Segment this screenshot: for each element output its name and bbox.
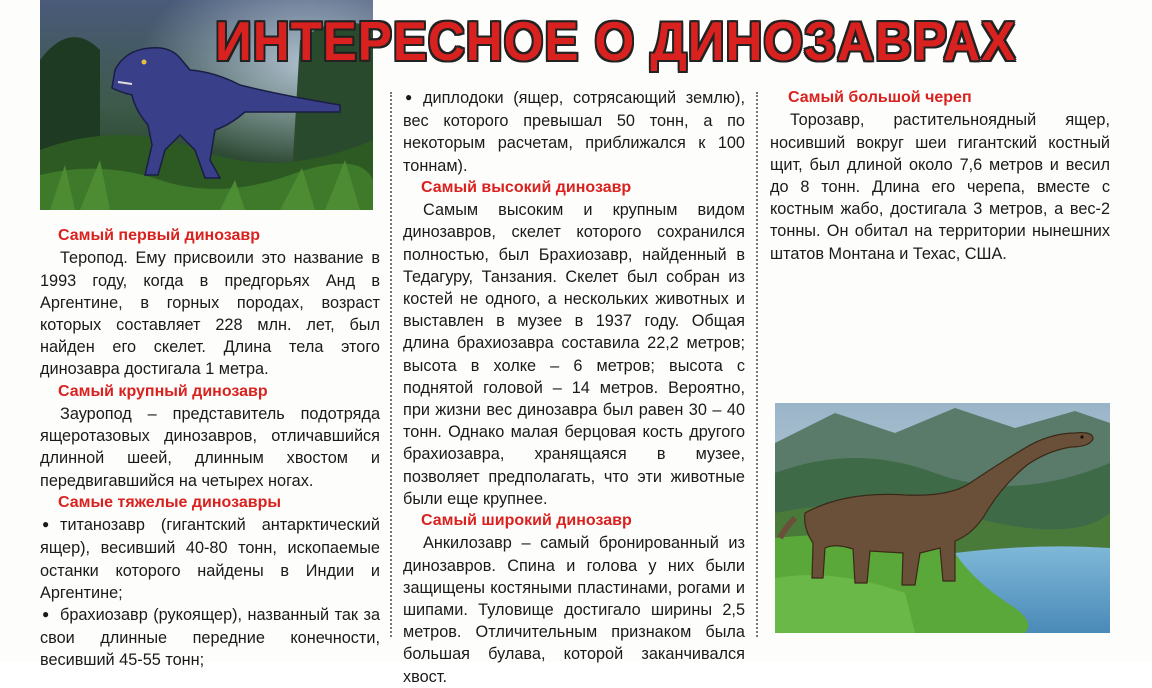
section-text-skull: Торозавр, растительноядный ящер, носивший вокруг шеи гигантский костный щит, был длиной около 7,6 метров и весил до 8 тонн. Длина его черепа, вместе с костным жабо, достигала 3 метров, а вес-2 тонны. Он обитал на территории нынешних штатов Монтана и Техас, США. — [770, 111, 1110, 263]
section-heading-first: Самый первый динозавр — [58, 227, 261, 244]
section-text-widest: Анкилозавр – самый бронированный из динозавров. Спина и голова у них были защищены костяными пластинами, рогами и шипами. Туловище достигало ширины 2,5 метров. Отличительным признаком была большая булава, которой заканчивался хвост. — [403, 534, 745, 686]
bullet-icon — [403, 87, 423, 110]
section-heading-tallest: Самый высокий динозавр — [421, 178, 632, 196]
section-text-first: Теропод. Ему присвоили это название в 1993 году, когда в предгорьях Анд в Аргентине, в горных породах, возраст которых составляет 228 млн. лет, был найден его скелет. Длина тела этого динозавра достигала 1 метра. — [40, 249, 380, 379]
list-item: ●брахиозавр (рукоящер), названный так за свои длинные передние конечности, весивший 45-55 тонн; — [40, 604, 380, 672]
bullet-icon — [40, 604, 60, 627]
column-divider-left — [390, 92, 392, 637]
brachiosaurus-illustration — [775, 403, 1110, 633]
section-heading-skull: Самый большой череп — [788, 89, 972, 106]
column-left — [40, 225, 380, 672]
column-middle — [403, 87, 745, 688]
column-right — [770, 87, 1110, 265]
section-text-tallest: Самым высоким и крупным видом динозавров, скелет которого сохранился полностью, был Брахиозавр, найденный в Тедагуру, Танзания. Скелет был собран из костей не одного, а нескольких животных и выставлен в музее в 1937 году. Общая длина брахиозавра составила 22,2 метров; высота в холке – 6 метров; высота с поднятой головой – 14 метров. Вероятно, при жизни вес динозавра был равен 30 – 40 тонн. Однако малая берцовая кость другого брахиозавра, хранящаяся в музее, позволяет предполагать, что эти животные были еще крупнее. — [403, 201, 745, 508]
section-text-large: Зауропод – представитель подотряда ящеротазовых динозавров, отличавшийся длинной шеей, длинным хвостом и передвигавшийся на четырех ногах. — [40, 405, 380, 490]
brachiosaurus-photo — [775, 403, 1110, 633]
bullet-icon — [40, 514, 60, 537]
section-heading-large: Самый крупный динозавр — [58, 382, 268, 400]
section-heading-widest: Самый широкий динозавр — [421, 512, 632, 530]
section-heading-heaviest: Самые тяжелые динозавры — [58, 493, 281, 511]
list-item: ●диплодоки (ящер, сотрясающий землю), вес которого превышал 50 тонн, а по некоторым расчетам, приближался к 100 тоннам). — [403, 87, 745, 177]
list-item: ●титанозавр (гигантский антарктический ящер), весивший 40-80 тонн, ископаемые останки которого найдены в Индии и Аргентине; — [40, 514, 380, 604]
page-title: ИНТЕРЕСНОЕ О ДИНОЗАВРАХ — [215, 10, 1017, 72]
column-divider-right — [756, 92, 758, 637]
